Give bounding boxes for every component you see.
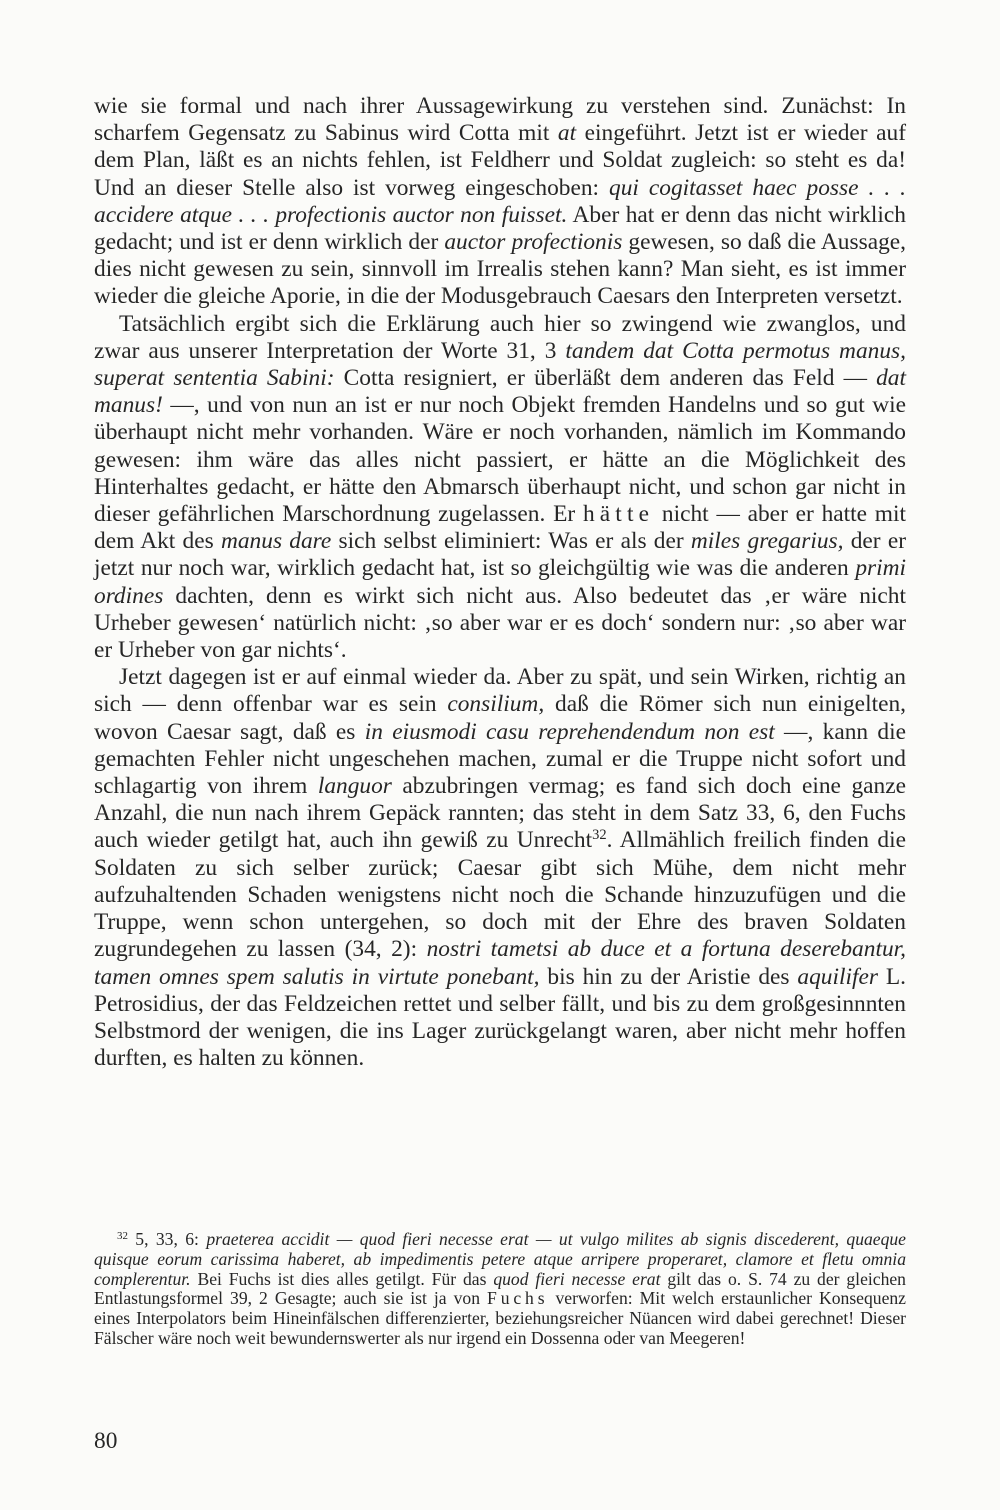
text-run: Cotta resigniert, er überläßt dem anderen das Feld — [334,365,877,392]
text-run: sich selbst eliminiert: Was er als der [331,528,691,555]
footnote [94,1230,906,1349]
latin-quotation: auctor profectionis [444,229,623,256]
text-run: eingeführt. Jetzt ist er wieder auf dem Plan, läßt es an nichts fehlen, ist Feldherr und Soldat zugleich: so steht es da! Und an dieser Stelle also ist vorweg eingeschoben: [94,120,906,201]
text-run: Aber hat er denn das nicht wirklich gedacht; und ist er denn wirklich der [94,201,907,256]
latin-quotation: dat manus! [94,365,906,419]
paragraph [94,93,906,311]
footnote-marker: 32 [592,827,607,844]
text-run: abzubringen vermag; es fand sich doch eine ganze Anzahl, die nun nach ihrem Gepäck rannten; das steht in dem Satz 33, 6, den Fuchs auch wieder getilgt hat, auch ihn gewiß zu Unrecht [94,773,906,854]
latin-quotation: manus dare [220,528,332,555]
latin-quotation: languor [317,773,392,800]
paragraph [94,664,906,1072]
latin-quotation: nostri tametsi ab duce et a fortuna deserebantur, tamen omnes spem salutis in virtute ponebant, [94,936,906,990]
text-run: gewesen, so daß die Aussage, dies nicht gewesen zu sein, sinnvoll im Irrealis stehen kann? Man sieht, es ist immer wieder die gleiche Aporie, in die der Modusgebrauch Caesars den Interpreten versetzt. [94,229,906,310]
latin-quotation: at [557,120,577,147]
text-run: nicht — aber er hatte mit dem Akt des [94,501,906,555]
latin-quotation: tandem dat Cotta permotus manus, superat sententia Sabini: [94,337,906,392]
text-run: daß die Römer sich nun einigelten, wovon Caesar sagt, daß es [94,691,906,745]
text-run: der er jetzt nur noch war, wirklich gedacht hat, ist so gleichgültig wie was die anderen [94,528,907,582]
text-run: 5, 33, 6: [127,1229,207,1249]
page-number: 80 [94,1428,118,1454]
text-run: bis hin zu der Aristie des [539,963,798,990]
latin-quotation: consilium, [447,691,545,718]
main-text [94,93,906,1072]
text-run: Tatsächlich ergibt sich die Erklärung auch hier so zwingend wie zwanglos, und zwar aus unserer Interpretation der Worte 31, 3 [94,310,906,364]
latin-quotation: aquilifer [797,963,878,990]
footnote-marker: 32 [117,1230,128,1242]
text-run: wie sie formal und nach ihrer Aussagewirkung zu verstehen sind. Zunächst: In scharfem Gegensatz zu Sabinus wird Cotta mit [94,93,906,147]
latin-quotation: quod fieri necesse erat [493,1268,661,1289]
paragraph [94,311,906,665]
latin-quotation: primi ordines [94,555,906,609]
latin-quotation: in eiusmodi casu reprehendendum non est [364,718,775,745]
spaced-emphasis: hätte [582,501,655,528]
text-run: —, und von nun an ist er nur noch Objekt fremden Handelns und so gut wie überhaupt nicht mehr vorhanden. Wäre er noch vorhanden, nämlich im Kommando gewesen: ihm wäre das alles nicht passiert, er hätte an die Möglichkeit des Hinterhaltes gedacht, er hätte den Abmarsch überhaupt nicht, und schon gar nicht in dieser gefährlichen Marschordnung zugelassen. Er [94,392,906,528]
text-run: Jetzt dagegen ist er auf einmal wieder da. Aber zu spät, und sein Wirken, richtig an sich — denn offenbar war es sein [94,664,906,718]
text-run: verworfen: Mit welch erstaunlicher Konsequenz eines Interpolators beim Hineinfälschen differenzierter, beziehungsreicher Nüancen wird dabei gerechnet! Dieser Fälscher wäre noch weit bewundernswerter als nur irgend ein Dossenna oder van Meegeren! [94,1288,906,1348]
latin-quotation: miles gregarius, [690,528,844,555]
text-run: Bei Fuchs ist dies alles getilgt. Für das [190,1268,494,1289]
spaced-emphasis: Fuchs [487,1288,549,1309]
latin-quotation: praeterea accidit — quod fieri necesse erat — ut vulgo milites ab signis discederent, quaeque quisque eorum carissima haberet, ab impedimentis petere atque arripere properaret, clamore et fletu omnia complerentur. [94,1229,906,1289]
text-run: —, kann die gemachten Fehler nicht ungeschehen machen, zumal er die Truppe nicht sofort und schlagartig von ihrem [94,718,906,800]
footnote-32 [94,1230,906,1349]
text-run: L. Petrosidius, der das Feldzeichen rettet und selber fällt, und bis zu dem großgesinnnten Selbstmord der wenigen, die ins Lager zurückgelangt waren, aber nicht mehr hoffen durften, es halten zu können. [94,963,907,1072]
text-run: dachten, denn es wirkt sich nicht aus. Also bedeutet das ‚er wäre nicht Urheber gewesen‘ natürlich nicht: ‚so aber war er es doch‘ sondern nur: ‚so aber war er Urheber von gar nichts‘. [94,582,906,664]
text-run: . Allmählich freilich finden die Soldaten zu sich selber zurück; Caesar gibt sich Mühe, dem nicht mehr aufzuhaltenden Schaden wenigstens nicht noch die Schande hinzuzufügen und die Truppe, wenn schon untergehen, so doch mit der Ehre des braven Soldaten zugrundegehen zu lassen (34, 2): [94,827,906,963]
text-run: gilt das o. S. 74 zu der gleichen Entlastungsformel 39, 2 Gesagte; auch sie ist ja von [94,1268,906,1309]
latin-quotation: qui cogitasset haec posse . . . accidere atque . . . profectionis auctor non fuisset. [94,174,906,228]
